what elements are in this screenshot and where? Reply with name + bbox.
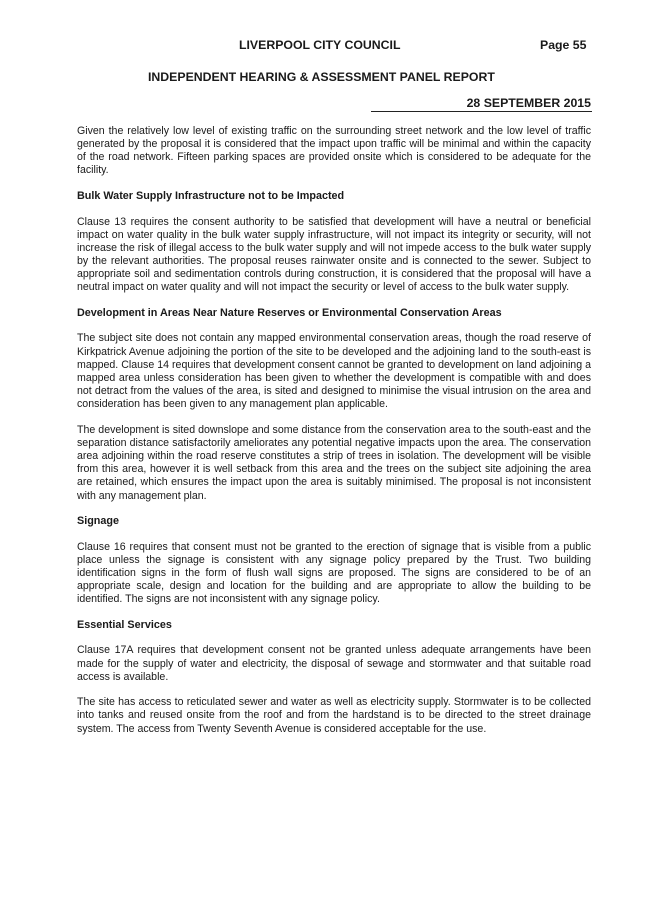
heading-essential-services: Essential Services [77, 618, 172, 631]
paragraph-essential-services-2: The site has access to reticulated sewer and water as well as electricity supply. Stormwater is to be collected into tanks and reused onsite from the roof and from the hardstand is to be directed to the street drainage system. The access from Twenty Seventh Avenue is considered acceptable for the use. [77, 696, 591, 735]
header-rule [371, 111, 592, 112]
report-date: 28 SEPTEMBER 2015 [466, 96, 591, 110]
heading-nature-reserves: Development in Areas Near Nature Reserves or Environmental Conservation Areas [77, 306, 502, 319]
paragraph-traffic: Given the relatively low level of existing traffic on the surrounding street network and the low level of traffic generated by the proposal it is considered that the impact upon traffic will be minimal and within the capacity of the road network. Fifteen parking spaces are provided onsite which is considered to be adequate for the facility. [77, 125, 591, 177]
paragraph-nature-reserves-1: The subject site does not contain any mapped environmental conservation areas, though the road reserve of Kirkpatrick Avenue adjoining the portion of the site to be developed and the adjoining land to the south-east is mapped. Clause 14 requires that development consent cannot be granted to development on land adjoining a mapped area unless consideration has been given to whether the development is compatible with and does not detract from the values of the area, is sited and designed to minimise the visual intrusion on the area and consideration has been given to any management plan applicable. [77, 332, 591, 411]
heading-signage: Signage [77, 515, 119, 528]
paragraph-bulk-water: Clause 13 requires the consent authority to be satisfied that development will have a neutral or beneficial impact on water quality in the bulk water supply infrastructure, will not impact its integrity or security, will not increase the risk of illegal access to the bulk water supply and will not impede access to the bulk water supply by the relevant authorities. The proposal reuses rainwater onsite and is connected to the sewer. Subject to appropriate soil and sedimentation controls during construction, it is considered that the proposal will have a neutral impact on water quality and will not impact the security or level of access to the bulk water supply. [77, 215, 591, 294]
heading-bulk-water: Bulk Water Supply Infrastructure not to be Impacted [77, 190, 345, 203]
paragraph-signage: Clause 16 requires that consent must not be granted to the erection of signage that is visible from a public place unless the signage is consistent with any signage policy prepared by the Trust. Two building identification signs in the form of flush wall signs are proposed. The signs are considered to be of an appropriate scale, design and location for the building and are appropriate to allow the building to be identified. The signs are not inconsistent with any signage policy. [77, 540, 591, 606]
document-body [77, 125, 591, 748]
page-number: Page 55 [540, 38, 587, 52]
council-name: LIVERPOOL CITY COUNCIL [239, 38, 401, 52]
report-title: INDEPENDENT HEARING & ASSESSMENT PANEL REPORT [148, 70, 495, 84]
paragraph-nature-reserves-2: The development is sited downslope and some distance from the conservation area to the south-east and the separation distance satisfactorily ameliorates any potential negative impacts upon the area. The conservation area adjoining within the road reserve constitutes a strip of trees in isolation. The development will be visible from this area, however it is well setback from this area and the trees on the subject site adjoining the area are retained, which ensures the impact upon the area is suitably minimised. The proposal is not inconsistent with any management plan. [77, 423, 591, 502]
paragraph-essential-services-1: Clause 17A requires that development consent not be granted unless adequate arrangements have been made for the supply of water and electricity, the disposal of sewage and stormwater and that suitable road access is available. [77, 644, 591, 683]
